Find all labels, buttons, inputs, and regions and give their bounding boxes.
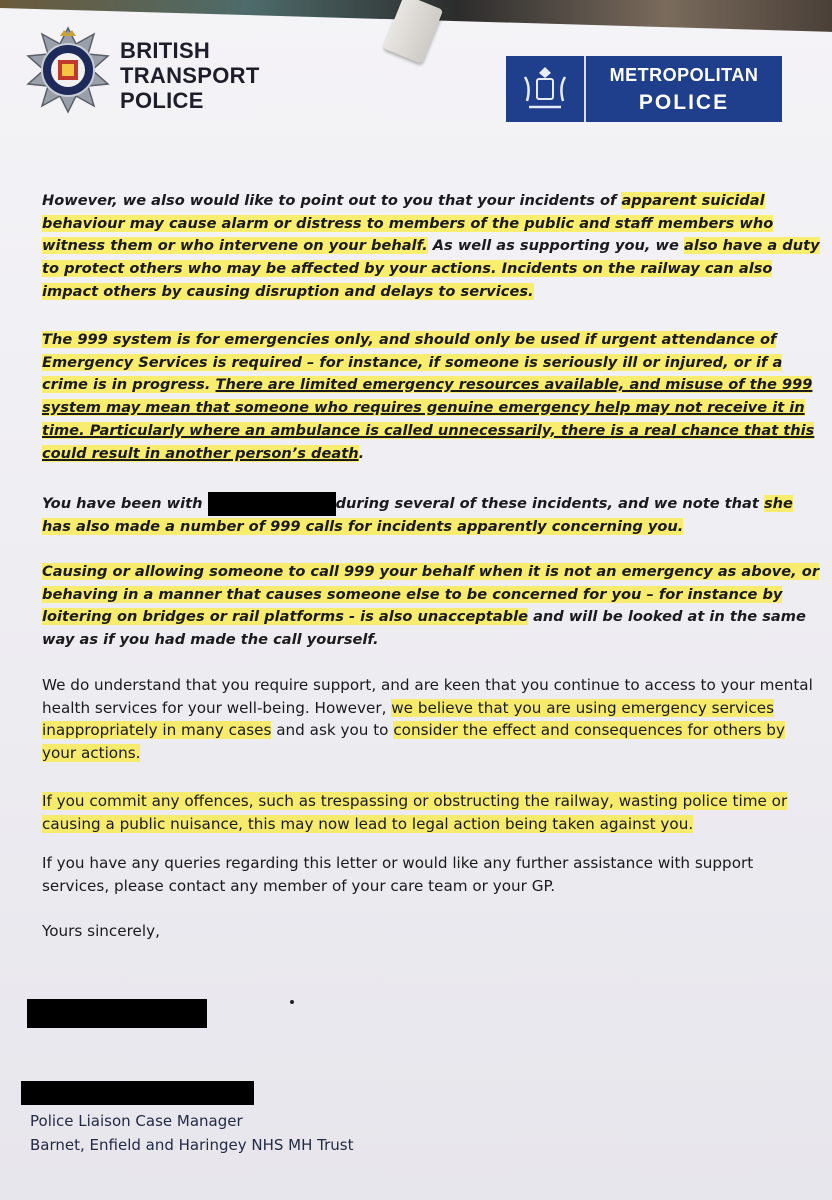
met-line-1: METROPOLITAN xyxy=(609,65,759,85)
signer-title: Police Liaison Case Manager xyxy=(30,1112,243,1130)
p5-highlight-b: consider the effect and consequences for others by your actions. xyxy=(42,721,785,763)
p5-text-b: and ask you to xyxy=(271,721,394,740)
redaction-signer-name xyxy=(21,1081,254,1105)
met-police-logo xyxy=(506,56,782,122)
btp-wordmark xyxy=(120,38,260,113)
paragraph-1 xyxy=(42,190,822,304)
ink-dot xyxy=(290,1000,294,1004)
paragraph-4 xyxy=(42,561,822,652)
p3-text-a: You have been with xyxy=(42,495,208,512)
met-line-2: POLICE xyxy=(638,91,730,114)
met-crest-icon xyxy=(506,56,586,122)
p1-highlight-a: apparent suicidal behaviour may cause alarm or distress to members of the public and staff members who witness them or who intervene on your behalf. xyxy=(42,192,774,255)
p2-underlined-highlight: There are limited emergency resources available, and misuse of the 999 system may mean that someone who requires genuine emergency help may not receive it in time. Particularly where an ambulance is called unnecessarily, there is a real chance that this could result in another person’s death xyxy=(42,376,815,462)
met-wordmark xyxy=(586,61,782,117)
redaction-signature xyxy=(27,999,207,1028)
p4-text: and will be looked at in the same way as if you had made the call yourself. xyxy=(42,608,806,649)
p3-highlight: she has also made a number of 999 calls for incidents apparently concerning you. xyxy=(42,495,793,535)
closing-line: Yours sincerely, xyxy=(42,922,160,940)
p2-highlight-a: The 999 system is for emergencies only, and should only be used if urgent attendance of Emergency Services is required – for instance, if someone is seriously ill or injured, or if a crime is in progress. xyxy=(42,331,783,394)
paragraph-3 xyxy=(42,492,822,539)
redaction-name xyxy=(208,492,336,516)
btp-line-2: TRANSPORT xyxy=(120,63,260,88)
btp-crest-logo xyxy=(22,22,114,116)
paragraph-2 xyxy=(42,329,822,465)
p1-text-a: However, we also would like to point out to you that your incidents of xyxy=(42,192,622,209)
p3-text-b: during several of these incidents, and we note that xyxy=(335,495,764,512)
p5-text-a: We do understand that you require support, and are keen that you continue to access to your mental health services for your well-being. However, xyxy=(42,676,813,717)
p4-highlight: Causing or allowing someone to call 999 your behalf when it is not an emergency as above, or behaving in a manner that causes someone else to be concerned for you – for instance by loitering on bridges or rail platforms - is also unacceptable xyxy=(42,563,820,626)
p5-highlight-a: we believe that you are using emergency services inappropriately in many cases xyxy=(42,698,774,740)
p1-highlight-b: also have a duty to protect others who may be affected by your actions. Incidents on the railway can also impact others by causing disruption and delays to services. xyxy=(42,237,820,300)
paragraph-5 xyxy=(42,674,822,765)
btp-line-1: BRITISH xyxy=(120,38,211,63)
btp-line-3: POLICE xyxy=(120,88,204,113)
signature-block xyxy=(30,1109,353,1157)
signer-organisation: Barnet, Enfield and Haringey NHS MH Trust xyxy=(30,1136,354,1154)
p1-text-b: As well as supporting you, we xyxy=(427,237,684,255)
p2-text-end: . xyxy=(358,444,365,462)
paragraph-6 xyxy=(42,790,822,835)
p6-highlight: If you commit any offences, such as trespassing or obstructing the railway, wasting police time or causing a public nuisance, this may now lead to legal action being taken against you. xyxy=(42,792,788,833)
paragraph-7: If you have any queries regarding this letter or would like any further assistance with support services, please contact any member of your care team or your GP. xyxy=(42,854,754,895)
